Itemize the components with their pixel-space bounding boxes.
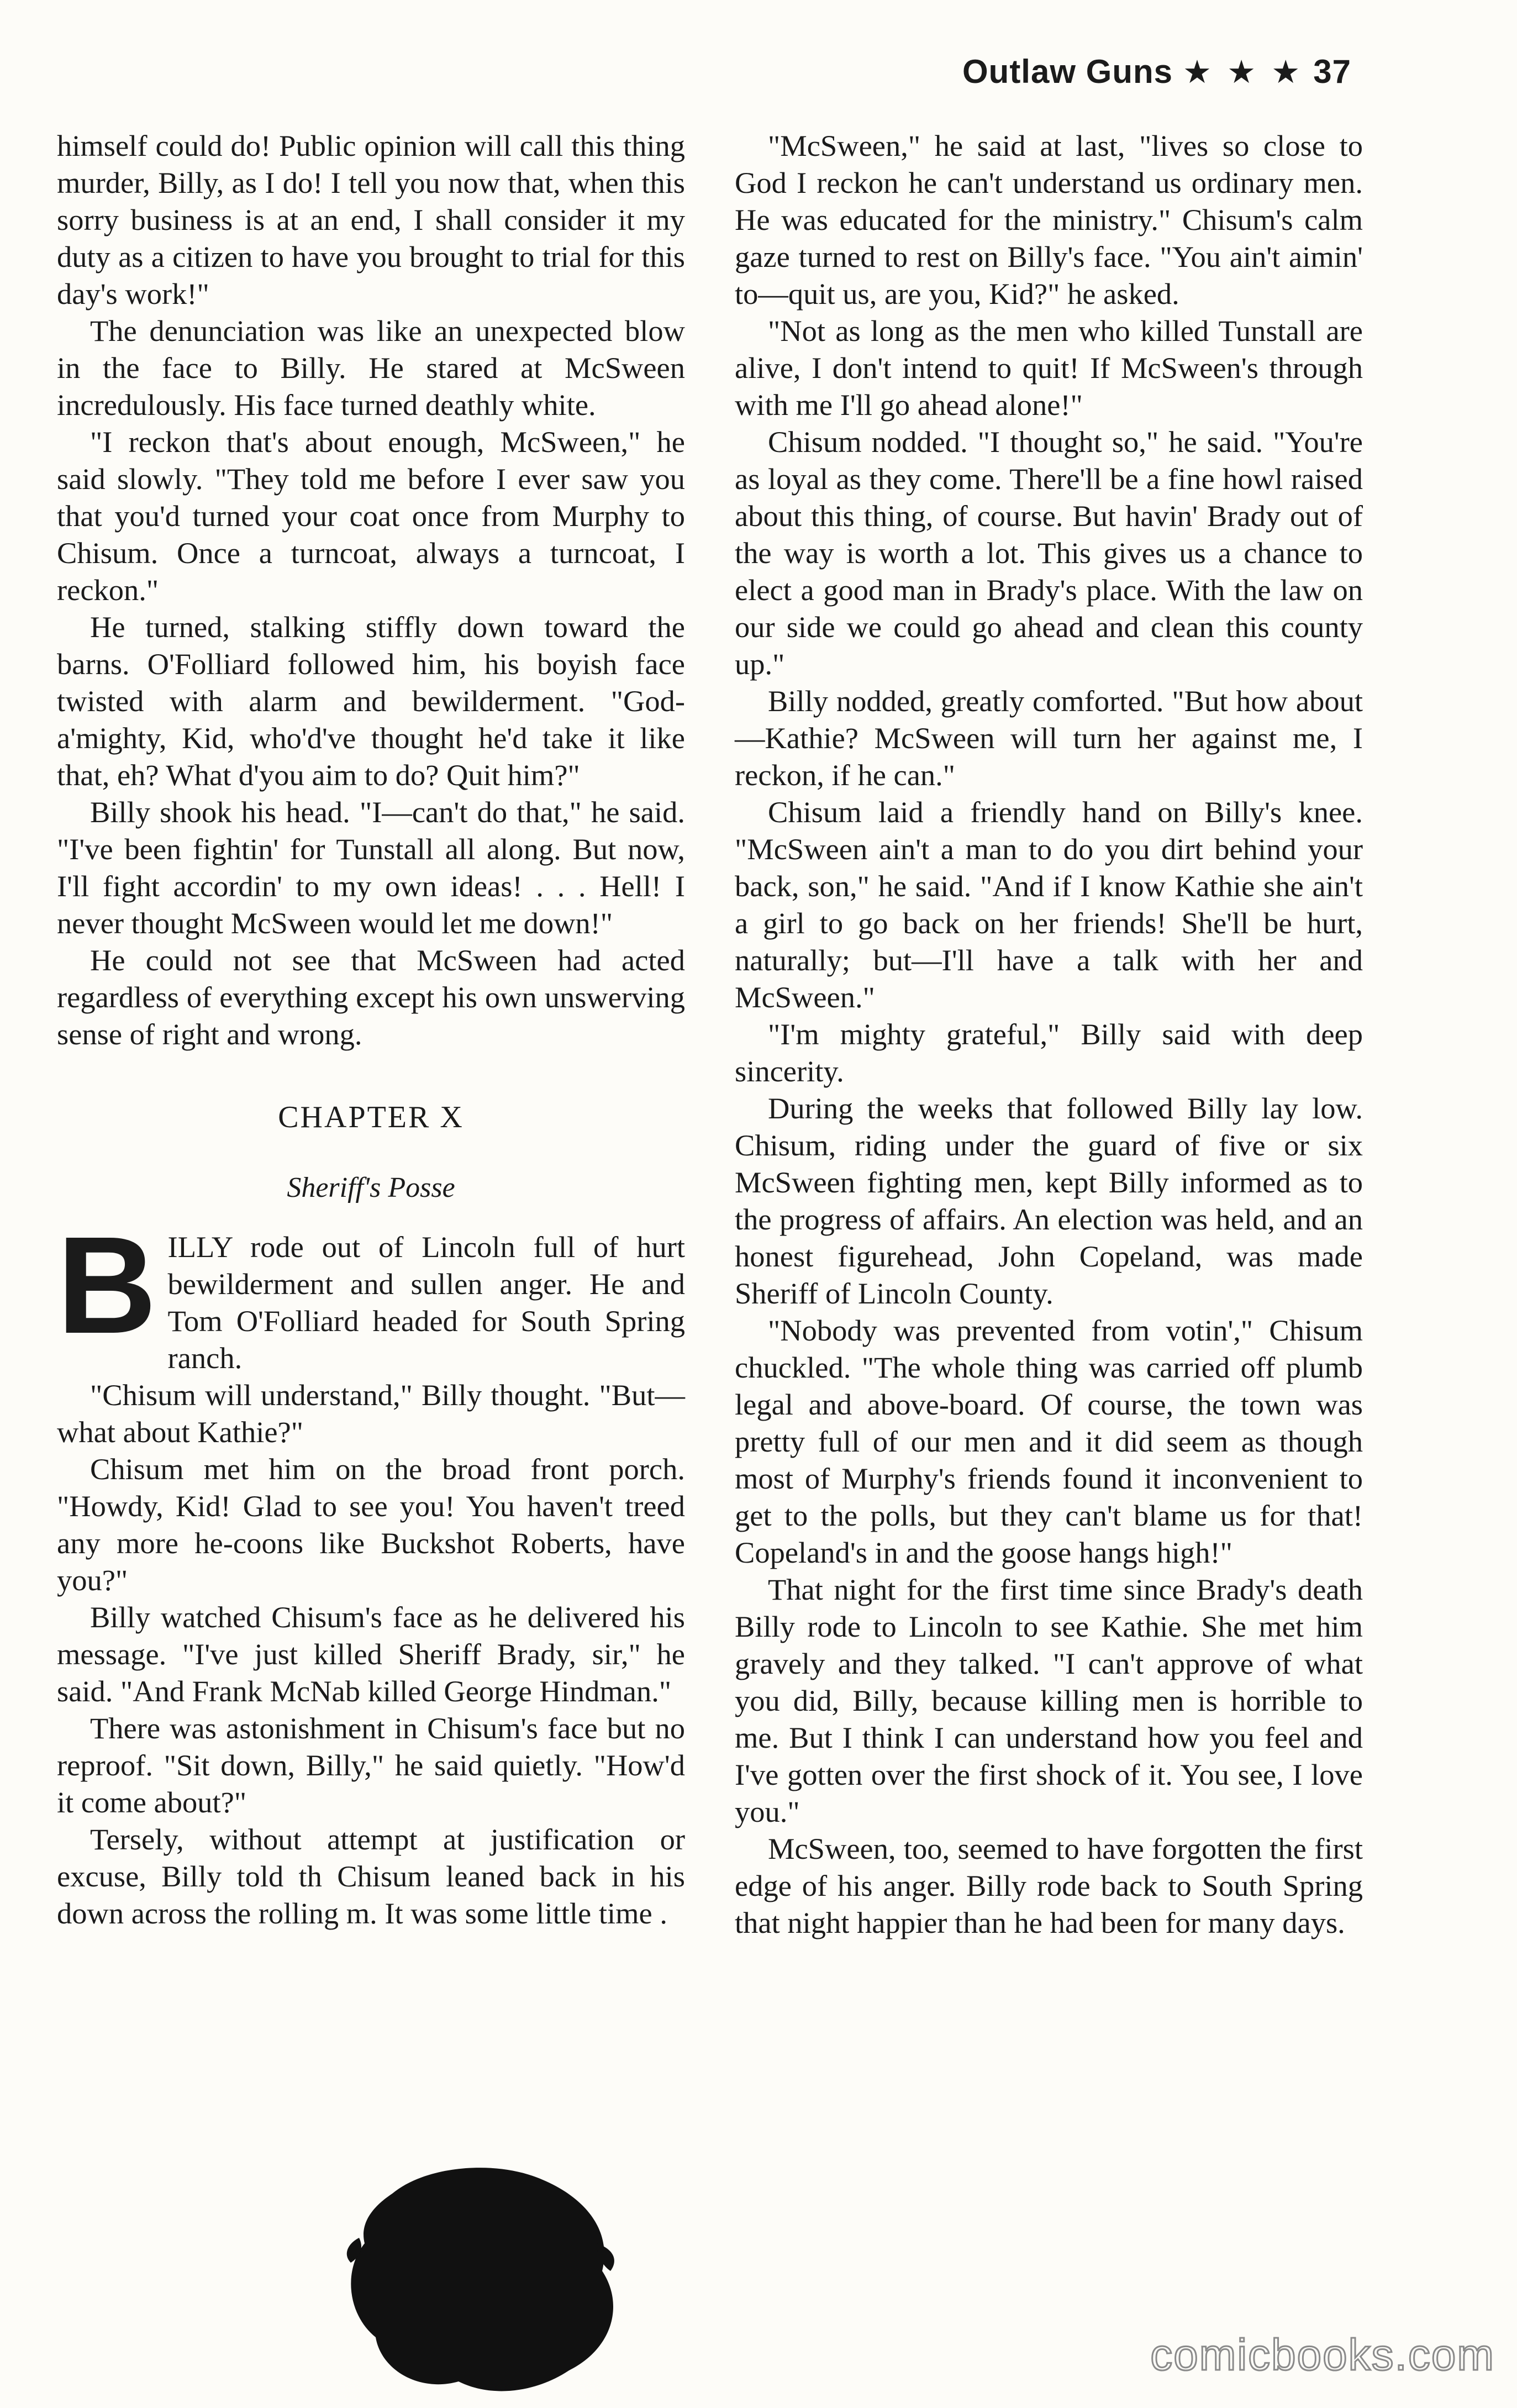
paragraph: He turned, stalking stiffly down toward the barns. O'Folliard followed him, his boyish face twisted with alarm and bewilderment. "God-a'mighty, Kid, who'd've thought he'd take it like that, eh? What d'you aim to do? Quit him?"	[57, 610, 685, 792]
running-header	[962, 52, 1351, 91]
paragraph: himself could do! Public opinion will call this thing murder, Billy, as I do! I tell you now that, when this sorry business is at an end, I shall consider it my duty as a citizen to have you brought to trial for this day's work!"	[57, 129, 685, 311]
paragraph: He could not see that McSween had acted regardless of everything except his own unswerving sense of right and wrong.	[57, 943, 685, 1051]
paragraph: Chisum met him on the broad front porch. "Howdy, Kid! Glad to see you! You haven't treed any more he-coons like Buckshot Roberts, have you?"	[57, 1452, 685, 1597]
paragraph: "Nobody was prevented from votin'," Chisum chuckled. "The whole thing was carried off plumb legal and above-board. Of course, the town was pretty full of our men and it did seem as though most of Murphy's friends found it inconvenient to get to the polls, but they can't blame us for that! Copeland's in and the goose hangs high!"	[735, 1313, 1363, 1569]
paragraph: Chisum nodded. "I thought so," he said. "You're as loyal as they come. There'll be a fine howl raised about this thing, of course. But havin' Brady out of the way is worth a lot. This gives us a chance to elect a good man in Brady's place. With the law on our side we could go ahead and clean this county up."	[735, 425, 1363, 681]
paragraph: Billy watched Chisum's face as he delivered his message. "I've just killed Sheriff Brady, sir," he said. "And Frank McNab killed George Hindman."	[57, 1600, 685, 1708]
paragraph: During the weeks that followed Billy lay low. Chisum, riding under the guard of five or six McSween fighting men, kept Billy informed as to the progress of affairs. An election was held, and an honest figurehead, John Copeland, was made Sheriff of Lincoln County.	[735, 1091, 1363, 1310]
paragraph: McSween, too, seemed to have forgotten the first edge of his anger. Billy rode back to South Spring that night happier than he had been for many days.	[735, 1832, 1363, 1939]
drop-cap: B	[57, 1208, 157, 1362]
paragraph: "Not as long as the men who killed Tunstall are alive, I don't intend to quit! If McSween's through with me I'll go ahead alone!"	[735, 314, 1363, 422]
paragraph: The denunciation was like an unexpected blow in the face to Billy. He stared at McSween incredulously. His face turned deathly white.	[57, 314, 685, 422]
paragraph: That night for the first time since Brady's death Billy rode to Lincoln to see Kathie. She met him gravely and they talked. "I can't approve of what you did, Billy, because killing men is horrible to me. But I think I can understand how you feel and I've gotten over the first shock of it. You see, I love you."	[735, 1573, 1363, 1828]
left-column	[57, 127, 685, 1932]
chapter-opening-paragraph	[57, 1208, 685, 1376]
paragraph: Tersely, without attempt at justification or excuse, Billy told th Chisum leaned back in his down across the rolling m. It was some little time .	[57, 1822, 685, 1930]
paragraph: Chisum laid a friendly hand on Billy's knee. "McSween ain't a man to do you dirt behind your back, son," he said. "And if I know Kathie she ain't a girl to go back on her friends! She'll be hurt, naturally; but—I'll have a talk with her and McSween."	[735, 795, 1363, 1014]
paragraph: Billy shook his head. "I—can't do that," he said. "I've been fightin' for Tunstall all along. But now, I'll fight accordin' to my own ideas! . . . Hell! I never thought McSween would let me down!"	[57, 795, 685, 940]
paragraph: There was astonishment in Chisum's face but no reproof. "Sit down, Billy," he said quietly. "How'd it come about?"	[57, 1711, 685, 1819]
watermark-logo: comicbooks.com	[1150, 2330, 1495, 2379]
right-column	[735, 127, 1363, 1941]
page-number: 37	[1313, 53, 1351, 90]
paragraph: Billy nodded, greatly comforted. "But how about—Kathie? McSween will turn her against me, I reckon, if he can."	[735, 684, 1363, 792]
paragraph: "I'm mighty grateful," Billy said with deep sincerity.	[735, 1017, 1363, 1088]
chapter-title: CHAPTER X	[278, 1100, 464, 1134]
chapter-subtitle: Sheriff's Posse	[287, 1172, 455, 1203]
opening-text: ILLY rode out of Lincoln full of hurt bewilderment and sullen anger. He and Tom O'Folliard headed for South Spring ranch.	[167, 1230, 685, 1375]
paragraph: "I reckon that's about enough, McSween," he said slowly. "They told me before I ever saw you that you'd turned your coat once from Murphy to Chisum. Once a turncoat, always a turncoat, I reckon."	[57, 425, 685, 607]
paragraph: "McSween," he said at last, "lives so close to God I reckon he can't understand us ordinary men. He was educated for the ministry." Chisum's calm gaze turned to rest on Billy's face. "You ain't aimin' to—quit us, are you, Kid?" he asked.	[735, 129, 1363, 311]
paragraph: "Chisum will understand," Billy thought. "But—what about Kathie?"	[57, 1378, 685, 1449]
running-title: Outlaw Guns	[962, 53, 1173, 90]
star-ornament: ★ ★ ★	[1183, 54, 1304, 90]
ink-stain	[326, 2160, 635, 2398]
